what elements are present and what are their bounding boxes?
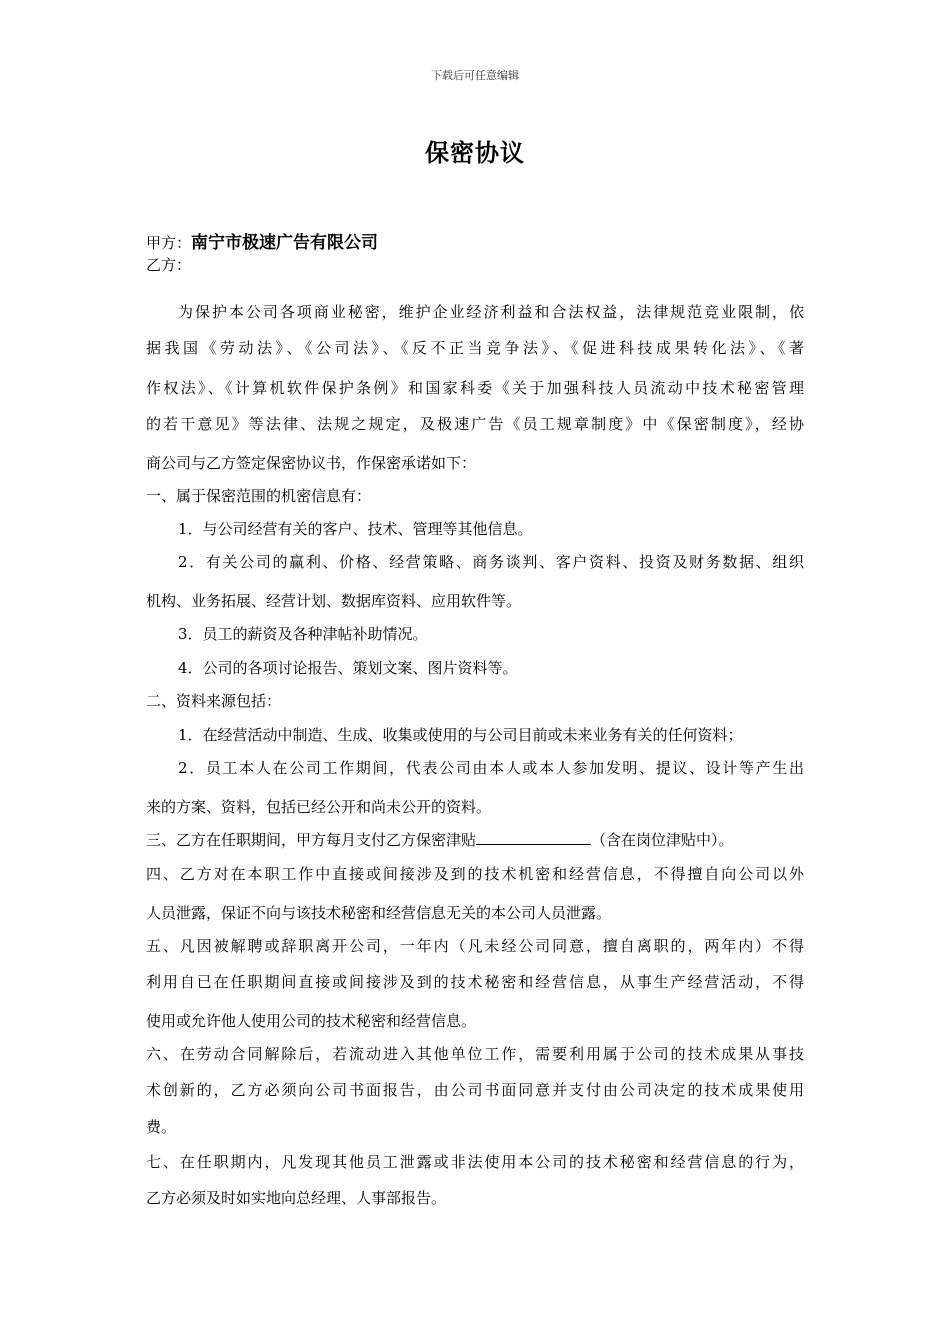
intro-line-4: 的若干意见》等法律、法规之规定，及极速广告《员工规章制度》中《保密制度》，经协 (146, 415, 804, 433)
section-1-item-3: 3．员工的薪资及各种津帖补助情况。 (178, 625, 428, 643)
section-4-line-1: 四、乙方对在本职工作中直接或间接涉及到的技术机密和经营信息，不得擅自向公司以外 (146, 865, 804, 883)
section-3 (146, 829, 734, 850)
header-note: 下载后可任意编辑 (431, 69, 519, 82)
party-b-label: 乙方： (146, 256, 192, 274)
section-1-item-2-line-2: 机构、业务拓展、经营计划、数据库资料、应用软件等。 (146, 592, 522, 610)
section-3-prefix: 三、乙方在任职期间，甲方每月支付乙方保密津贴 (146, 831, 477, 849)
intro-line-1: 为保护本公司各项商业秘密，维护企业经济利益和合法权益，法律规范竞业限制，依 (178, 303, 804, 321)
section-6-line-1: 六、在劳动合同解除后，若流动进入其他单位工作，需要利用属于公司的技术成果从事技 (146, 1045, 804, 1063)
document-title: 保密协议 (425, 139, 525, 167)
section-5-line-3: 使用或允许他人使用公司的技术秘密和经营信息。 (146, 1012, 477, 1030)
section-3-suffix: （含在岗位津贴中）。 (591, 831, 734, 849)
section-2-heading: 二、资料来源包括： (146, 692, 282, 710)
section-1-heading: 一、属于保密范围的机密信息有： (146, 487, 372, 505)
section-2-item-2-line-1: 2．员工本人在公司工作期间，代表公司由本人或本人参加发明、提议、设计等产生出 (178, 759, 804, 777)
intro-line-5: 商公司与乙方签定保密协议书，作保密承诺如下： (146, 454, 477, 472)
section-5-line-1: 五、凡因被解聘或辞职离开公司，一年内（凡未经公司同意，擅自离职的，两年内）不得 (146, 937, 804, 955)
section-6-line-3: 费。 (146, 1118, 177, 1136)
intro-line-3: 作权法》、《计算机软件保护条例》和国家科委《关于加强科技人员流动中技术秘密管理 (146, 379, 804, 397)
section-5-line-2: 利用自已在任职期间直接或间接涉及到的技术秘密和经营信息，从事生产经营活动，不得 (146, 973, 804, 991)
party-a-label: 甲方： (146, 234, 192, 252)
section-1-item-1: 1．与公司经营有关的客户、技术、管理等其他信息。 (178, 520, 533, 538)
section-2-item-2-line-2: 来的方案、资料，包括已经公开和尚未公开的资料。 (146, 798, 492, 816)
intro-line-2: 据我国《劳动法》、《公司法》、《反不正当竞争法》、《促进科技成果转化法》、《著 (146, 339, 804, 357)
party-a-name: 南宁市极速广告有限公司 (191, 233, 379, 253)
section-4-line-2: 人员泄露，保证不向与该技术秘密和经营信息无关的本公司人员泄露。 (146, 904, 612, 922)
section-2-item-1: 1．在经营活动中制造、生成、收集或使用的与公司目前或未来业务有关的任何资料； (178, 726, 743, 744)
party-a-line (146, 228, 378, 253)
section-7-line-1: 七、在任职期内，凡发现其他员工泄露或非法使用本公司的技术秘密和经营信息的行为， (146, 1153, 804, 1171)
section-1-item-2-line-1: 2．有关公司的赢利、价格、经营策略、商务谈判、客户资料、投资及财务数据、组织 (178, 553, 804, 571)
section-7-line-2: 乙方必须及时如实地向总经理、人事部报告。 (146, 1189, 447, 1207)
section-6-line-2: 术创新的，乙方必须向公司书面报告，由公司书面同意并支付由公司决定的技术成果使用 (146, 1081, 804, 1099)
allowance-blank[interactable] (476, 830, 591, 845)
section-1-item-4: 4．公司的各项讨论报告、策划文案、图片资料等。 (178, 659, 518, 677)
